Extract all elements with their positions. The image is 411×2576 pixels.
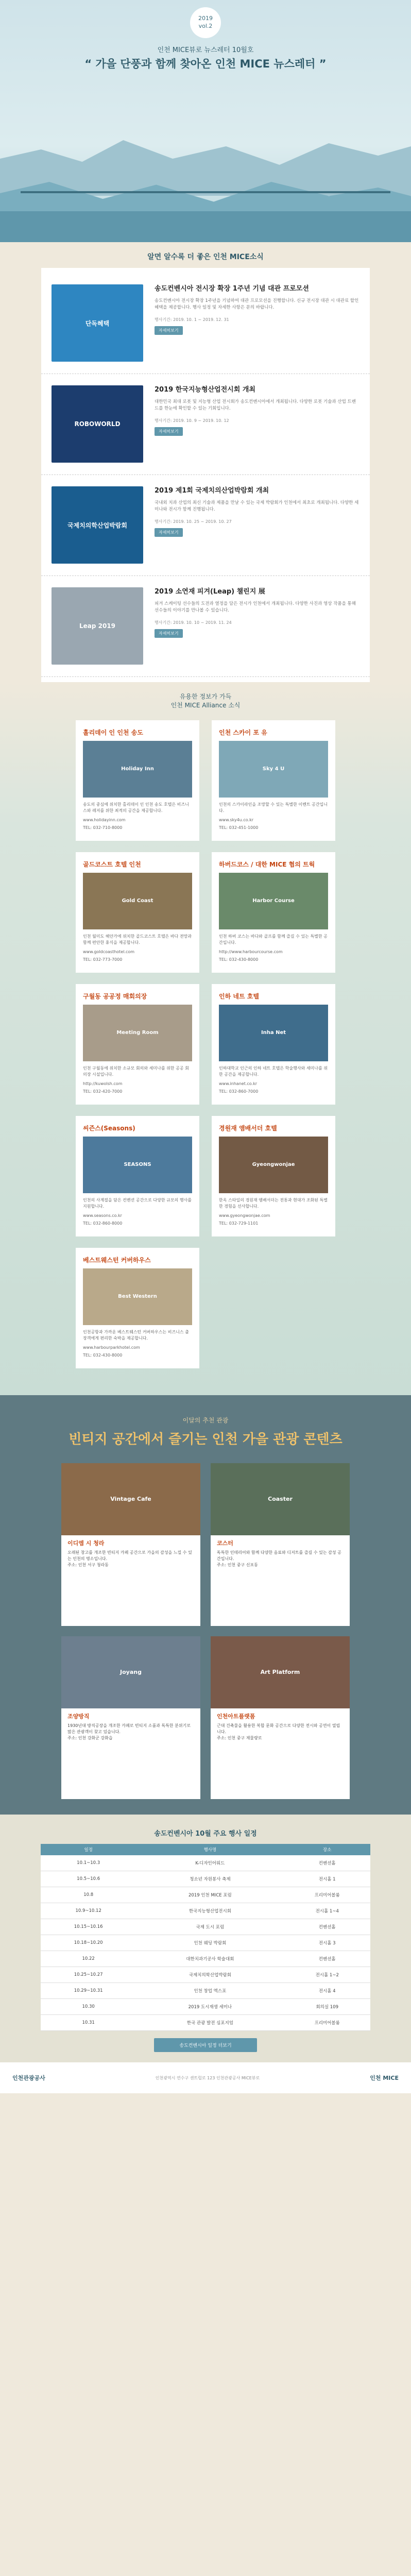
alliance-card xyxy=(212,1116,335,1236)
water xyxy=(0,211,411,242)
schedule-cell: 인천 웨딩 박람회 xyxy=(136,1935,284,1951)
alliance-card-image[interactable]: Harbor Course xyxy=(219,873,328,929)
schedule-row xyxy=(41,1903,370,1919)
alliance-card-image[interactable]: Holiday Inn xyxy=(83,741,192,798)
schedule-cell: 국제 도시 포럼 xyxy=(136,1919,284,1935)
volume-badge xyxy=(190,7,221,38)
schedule-cell: 10.15~10.16 xyxy=(41,1919,136,1935)
schedule-cell: 회의실 109 xyxy=(284,1999,370,2015)
news-item xyxy=(41,273,370,374)
alliance-card-title[interactable]: 베스트웨스턴 커버하우스 xyxy=(83,1257,151,1264)
news-item xyxy=(41,374,370,475)
alliance-card-info xyxy=(83,1345,192,1359)
tour-card-info: 주소: 인천 서구 청라동 xyxy=(67,1563,109,1567)
alliance-grid xyxy=(0,720,411,1380)
schedule-cell: 전시홀 3 xyxy=(284,1935,370,1951)
hero-banner xyxy=(0,0,411,242)
tour-card xyxy=(211,1636,350,1799)
alliance-section xyxy=(0,682,411,1395)
news-text xyxy=(143,587,359,665)
news-image[interactable]: Leap 2019 xyxy=(52,587,143,665)
schedule-row xyxy=(41,1887,370,1903)
alliance-card-info xyxy=(219,949,328,963)
schedule-row xyxy=(41,1855,370,1871)
tour-card xyxy=(211,1463,350,1626)
tour-card-body xyxy=(211,1535,350,1626)
alliance-column-2 xyxy=(212,720,335,1380)
alliance-card-image[interactable]: Inha Net xyxy=(219,1005,328,1061)
schedule-header-cell: 장소 xyxy=(284,1844,370,1855)
alliance-card-info xyxy=(83,817,192,831)
tour-card-desc: 독특한 인테리어와 함께 다양한 음료와 디저트를 즐길 수 있는 감성 공간입니다. xyxy=(217,1550,341,1561)
alliance-card-body: 인천 하버 코스는 바다와 골프를 함께 즐길 수 있는 특별한 공간입니다. xyxy=(219,934,328,945)
footer-brand-logo[interactable]: 인천 MICE xyxy=(370,2075,399,2081)
tour-card-title[interactable]: 조양방직 xyxy=(67,1713,90,1720)
alliance-card-body: 인천공항과 가까운 베스트웨스턴 커버하우스는 비즈니스 출장객에게 편리한 숙박을 제공합니다. xyxy=(83,1330,189,1341)
schedule-cell: 인천 창업 엑스포 xyxy=(136,1983,284,1999)
news-text xyxy=(143,284,359,362)
schedule-header-cell: 일정 xyxy=(41,1844,136,1855)
schedule-row xyxy=(41,1871,370,1887)
alliance-card-info xyxy=(219,1081,328,1095)
alliance-card xyxy=(76,1116,199,1236)
alliance-card-link[interactable]: www.inhanet.co.kr xyxy=(219,1081,257,1086)
news-body: 송도컨벤시아 전시장 확장 1주년을 기념하여 대관 프로모션을 진행합니다. 신규 전시장 대관 시 대관료 할인 혜택을 제공합니다. 행사 일정 및 자세한 사항은 문의 바랍니다. xyxy=(155,298,359,310)
alliance-card xyxy=(212,984,335,1105)
news-list xyxy=(41,268,370,682)
alliance-card-link[interactable]: www.gyeongwonjae.com xyxy=(219,1213,270,1218)
news-meta: 행사기간: 2019. 10. 10 ~ 2019. 11. 24 xyxy=(155,620,232,625)
alliance-card-info xyxy=(83,949,192,963)
schedule-cell: 전시홀 4 xyxy=(284,1983,370,1999)
alliance-card-body: 인천 월미도 해안가에 위치한 골드코스트 호텔은 바다 전망과 함께 편안한 휴식을 제공합니다. xyxy=(83,934,192,945)
schedule-cell: 프리미어볼룸 xyxy=(284,2015,370,2031)
schedule-cell: 10.1~10.3 xyxy=(41,1855,136,1871)
schedule-section xyxy=(0,1815,411,2062)
tour-card-info: 주소: 인천 중구 신포동 xyxy=(217,1563,258,1567)
news-meta: 행사기간: 2019. 10. 25 ~ 2019. 10. 27 xyxy=(155,519,232,524)
volume-number: vol.2 xyxy=(198,23,213,29)
tour-card-image[interactable]: Vintage Cafe xyxy=(61,1463,200,1535)
news-text xyxy=(143,486,359,564)
alliance-card xyxy=(76,1248,199,1368)
alliance-card-title[interactable]: 구월동 공공정 매회의장 xyxy=(83,993,147,1000)
alliance-card-link[interactable]: http://www.harbourcourse.com xyxy=(219,950,283,954)
schedule-row xyxy=(41,2015,370,2031)
news-item xyxy=(41,576,370,677)
news-more-button[interactable]: 자세히보기 xyxy=(155,427,183,436)
alliance-card-link[interactable]: www.seasons.co.kr xyxy=(83,1213,122,1218)
schedule-header-cell: 행사명 xyxy=(136,1844,284,1855)
schedule-cell: 컨벤션홀 xyxy=(284,1919,370,1935)
alliance-card-title[interactable]: 경원재 앰배서더 호텔 xyxy=(219,1125,277,1132)
tour-card-title[interactable]: 코스터 xyxy=(217,1540,233,1547)
alliance-card-phone: TEL: 032-430-8000 xyxy=(219,957,259,962)
alliance-card-image[interactable]: Sky 4 U xyxy=(219,741,328,798)
alliance-card-title[interactable]: 인하 네트 호텔 xyxy=(219,993,259,1000)
newsletter-subtitle: 인천 MICE뷰로 뉴스레터 10월호 xyxy=(157,46,254,54)
tour-grid xyxy=(0,1463,411,1799)
tour-card-desc: 오래된 창고를 개조한 빈티지 카페 공간으로 가을의 감성을 느낄 수 있는 인천의 명소입니다. xyxy=(67,1550,192,1561)
tour-title: 빈티지 공간에서 즐기는 인천 가을 관광 콘텐츠 xyxy=(68,1432,342,1447)
schedule-row xyxy=(41,1951,370,1967)
news-more-button[interactable]: 자세히보기 xyxy=(155,629,183,638)
alliance-card-phone: TEL: 032-860-8000 xyxy=(83,1221,123,1226)
newsletter-title: “ 가을 단풍과 함께 찾아온 인천 MICE 뉴스레터 ” xyxy=(84,58,327,70)
alliance-card-title[interactable]: 씨즌스(Seasons) xyxy=(83,1125,135,1132)
alliance-card-info xyxy=(83,1081,192,1095)
alliance-card-title[interactable]: 인천 스카이 포 유 xyxy=(219,729,267,736)
alliance-card-image[interactable]: Gyeongwonjae xyxy=(219,1137,328,1193)
news-body: 대한민국 최대 로봇 및 지능형 산업 전시회가 송도컨벤시아에서 개최됩니다. 다양한 로봇 기술과 산업 트렌드를 한눈에 확인할 수 있는 기회입니다. xyxy=(155,399,356,411)
schedule-cell: 2019 인천 MICE 포럼 xyxy=(136,1887,284,1903)
alliance-card-title[interactable]: 홀리데이 인 인천 송도 xyxy=(83,729,143,736)
schedule-cell: K-디자인어워드 xyxy=(136,1855,284,1871)
bridge-line xyxy=(21,191,390,193)
alliance-card-image[interactable]: Gold Coast xyxy=(83,873,192,929)
news-meta: 행사기간: 2019. 10. 9 ~ 2019. 10. 12 xyxy=(155,418,229,423)
alliance-card-body: 인천의 스카이라인을 조망할 수 있는 특별한 이벤트 공간입니다. xyxy=(219,802,328,813)
schedule-row xyxy=(41,1967,370,1983)
schedule-header-row xyxy=(41,1844,370,1855)
tour-card-image[interactable]: Joyang xyxy=(61,1636,200,1708)
news-image[interactable]: 단독혜택 xyxy=(52,284,143,362)
schedule-table xyxy=(41,1844,370,2031)
news-image[interactable]: 국제치의학산업박람회 xyxy=(52,486,143,564)
tour-card-title[interactable]: 이디엠 시 청라 xyxy=(67,1540,105,1547)
news-item xyxy=(41,475,370,576)
alliance-card xyxy=(212,852,335,973)
tour-card-desc: 근대 건축물을 활용한 복합 문화 공간으로 다양한 전시와 공연이 열립니다. xyxy=(217,1723,340,1734)
news-more-button[interactable]: 자세히보기 xyxy=(155,528,183,537)
schedule-row xyxy=(41,1999,370,2015)
alliance-card-body: 한옥 스타일의 경원재 앰배서더는 전통과 현대가 조화된 특별한 경험을 선사합니다. xyxy=(219,1198,328,1209)
tour-card-info: 주소: 인천 강화군 강화읍 xyxy=(67,1736,113,1740)
schedule-body xyxy=(41,1855,370,2031)
schedule-cell: 2019 도시재생 세미나 xyxy=(136,1999,284,2015)
schedule-cell: 국제치의학산업박람회 xyxy=(136,1967,284,1983)
alliance-card-info xyxy=(219,817,328,831)
alliance-card-link[interactable]: www.goldcoasthotel.com xyxy=(83,950,135,954)
schedule-cell: 프리미어볼룸 xyxy=(284,1887,370,1903)
alliance-card-phone: TEL: 032-451-1000 xyxy=(219,825,259,830)
tour-card-body xyxy=(61,1535,200,1626)
news-image[interactable]: ROBOWORLD xyxy=(52,385,143,463)
alliance-card-phone: TEL: 032-773-7000 xyxy=(83,957,123,962)
schedule-cell: 전시홀 1 xyxy=(284,1871,370,1887)
schedule-cell: 10.5~10.6 xyxy=(41,1871,136,1887)
schedule-more-button[interactable]: 송도컨벤시아 일정 더보기 xyxy=(154,2038,257,2052)
alliance-card xyxy=(76,852,199,973)
news-title[interactable]: 송도컨벤시아 전시장 확장 1주년 기념 대관 프로모션 xyxy=(155,285,309,293)
news-meta: 행사기간: 2019. 10. 1 ~ 2019. 12. 31 xyxy=(155,317,229,322)
alliance-card-image[interactable]: SEASONS xyxy=(83,1137,192,1193)
alliance-card-phone: TEL: 032-710-8000 xyxy=(83,825,123,830)
alliance-card xyxy=(76,720,199,841)
news-title[interactable]: 2019 제1회 국제치의산업박람회 개최 xyxy=(155,487,269,495)
tour-section xyxy=(0,1395,411,1815)
alliance-column-1 xyxy=(76,720,199,1380)
schedule-cell: 10.18~10.20 xyxy=(41,1935,136,1951)
alliance-card-link[interactable]: www.sky4u.co.kr xyxy=(219,818,254,822)
alliance-card-info xyxy=(219,1213,328,1227)
schedule-cell: 10.30 xyxy=(41,1999,136,2015)
schedule-row xyxy=(41,1919,370,1935)
news-section-title: 알면 알수록 더 좋은 인천 MICE소식 xyxy=(147,253,264,261)
schedule-cell: 10.9~10.12 xyxy=(41,1903,136,1919)
schedule-row xyxy=(41,1983,370,1999)
news-title[interactable]: 2019 소연재 피겨(Leap) 챌린지 展 xyxy=(155,588,265,596)
alliance-card-phone: TEL: 032-729-1101 xyxy=(219,1221,259,1226)
alliance-card-link[interactable]: www.harbourparkhotel.com xyxy=(83,1345,140,1350)
alliance-card-title[interactable]: 골드코스트 호텔 인천 xyxy=(83,861,141,868)
schedule-cell: 전시홀 1~4 xyxy=(284,1903,370,1919)
news-body: 국내외 치과 산업의 최신 기술과 제품을 만날 수 있는 국제 박람회가 인천에서 최초로 개최됩니다. 다양한 세미나와 전시가 함께 진행됩니다. xyxy=(155,500,359,512)
schedule-cell: 컨벤션홀 xyxy=(284,1855,370,1871)
alliance-card-phone: TEL: 032-420-7000 xyxy=(83,1089,123,1094)
tour-subtitle: 이달의 추천 관광 xyxy=(182,1417,229,1424)
tour-card-body xyxy=(61,1708,200,1799)
schedule-row xyxy=(41,1935,370,1951)
schedule-title: 송도컨벤시아 10월 주요 행사 일정 xyxy=(154,1830,257,1838)
alliance-card-link[interactable]: http://kuwolsh.com xyxy=(83,1081,123,1086)
alliance-card-body: 인천의 사계절을 담은 컨벤션 공간으로 다양한 규모의 행사를 지원합니다. xyxy=(83,1198,192,1209)
volume-year: 2019 xyxy=(198,15,213,22)
alliance-card-link[interactable]: www.holidayinn.com xyxy=(83,818,126,822)
footer xyxy=(0,2062,411,2093)
schedule-cell: 10.22 xyxy=(41,1951,136,1967)
news-more-button[interactable]: 자세히보기 xyxy=(155,326,183,335)
alliance-card-title[interactable]: 하버드코스 / 대한 MICE 협의 트웍 xyxy=(219,861,315,868)
schedule-cell: 전시홀 1~2 xyxy=(284,1967,370,1983)
schedule-cell: 10.8 xyxy=(41,1887,136,1903)
alliance-card xyxy=(76,984,199,1105)
schedule-cell: 10.25~10.27 xyxy=(41,1967,136,1983)
tour-card-body xyxy=(211,1708,350,1799)
alliance-card-phone: TEL: 032-860-7000 xyxy=(219,1089,259,1094)
schedule-cell: 대한치과기공사 학술대회 xyxy=(136,1951,284,1967)
alliance-card-image[interactable]: Best Western xyxy=(83,1268,192,1325)
footer-address: 인천광역시 연수구 센트럴로 123 인천관광공사 MICE뷰로 xyxy=(155,2075,260,2080)
tour-card xyxy=(61,1636,200,1799)
alliance-card-info xyxy=(83,1213,192,1227)
tour-card-image[interactable]: Art Platform xyxy=(211,1636,350,1708)
alliance-card-body: 인천 구월동에 위치한 소규모 회의와 세미나를 위한 공공 회의장 시설입니다. xyxy=(83,1066,189,1077)
tour-card-info: 주소: 인천 중구 제물량로 xyxy=(217,1736,262,1740)
alliance-card-image[interactable]: Meeting Room xyxy=(83,1005,192,1061)
schedule-cell: 10.29~10.31 xyxy=(41,1983,136,1999)
schedule-cell: 청소년 자원봉사 축제 xyxy=(136,1871,284,1887)
alliance-heading xyxy=(0,692,411,710)
tour-card-title[interactable]: 인천아트플랫폼 xyxy=(217,1713,255,1720)
schedule-cell: 10.31 xyxy=(41,2015,136,2031)
alliance-card-phone: TEL: 032-430-8000 xyxy=(83,1353,123,1358)
schedule-cell: 컨벤션홀 xyxy=(284,1951,370,1967)
news-text xyxy=(143,385,359,463)
footer-org-logo[interactable]: 인천관광공사 xyxy=(12,2075,45,2081)
news-body: 피겨 스케이팅 선수들의 도전과 열정을 담은 전시가 인천에서 개최됩니다. 다양한 사진과 영상 작품을 통해 선수들의 이야기를 만나볼 수 있습니다. xyxy=(155,601,356,613)
alliance-line1: 유용한 정보가 가득 xyxy=(179,693,232,700)
tour-card-image[interactable]: Coaster xyxy=(211,1463,350,1535)
alliance-card xyxy=(212,720,335,841)
alliance-line2: 인천 MICE Alliance 소식 xyxy=(170,702,241,709)
alliance-card-body: 송도의 중심에 위치한 홀리데이 인 인천 송도 호텔은 비즈니스와 레저를 위한 최적의 공간을 제공합니다. xyxy=(83,802,189,813)
alliance-card-body: 인하대학교 인근의 인하 네트 호텔은 학술행사와 세미나를 위한 공간을 제공합니다. xyxy=(219,1066,328,1077)
news-title[interactable]: 2019 한국지능형산업전시회 개최 xyxy=(155,386,255,394)
schedule-cell: 한국지능형산업전시회 xyxy=(136,1903,284,1919)
tour-card xyxy=(61,1463,200,1626)
tour-card-desc: 1930년대 방직공장을 개조한 카페로 빈티지 소품과 독특한 분위기로 많은 관광객이 찾고 있습니다. xyxy=(67,1723,191,1734)
schedule-cell: 한국 관광 발전 심포지엄 xyxy=(136,2015,284,2031)
